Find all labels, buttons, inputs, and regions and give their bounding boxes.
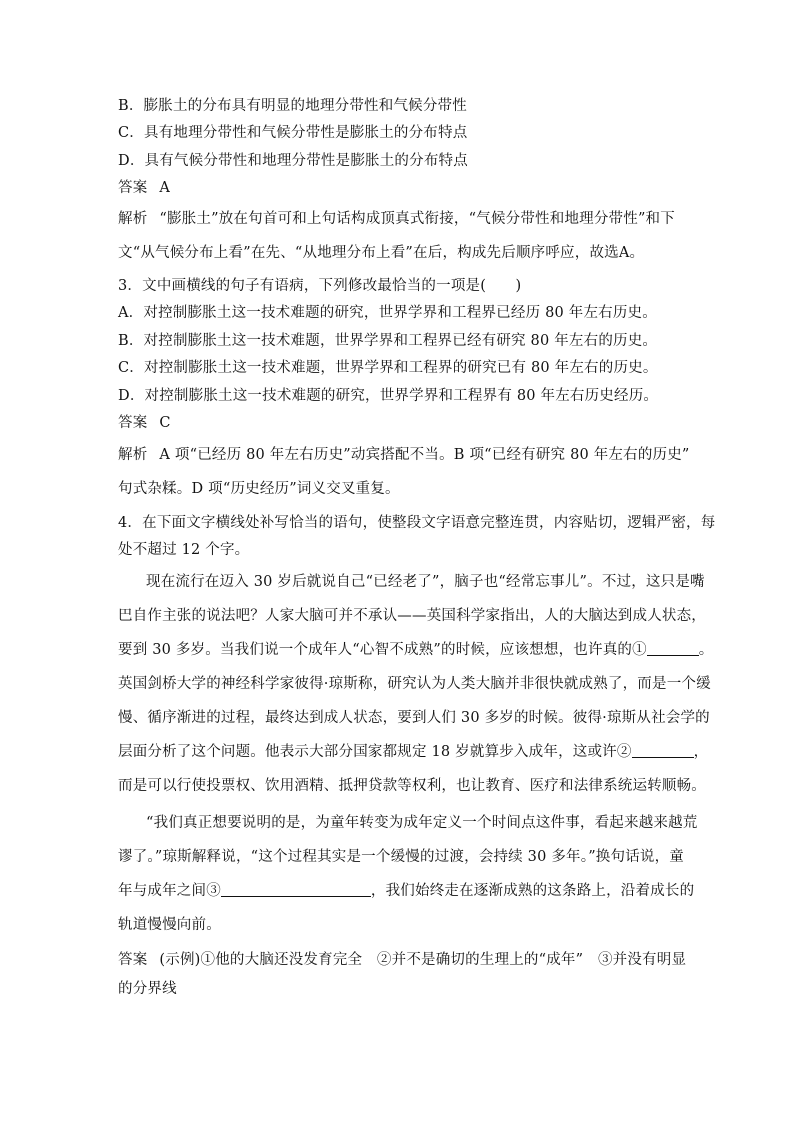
q4-stem-line-2: 处不超过 12 个字。: [118, 542, 250, 558]
passage-text: 。: [698, 642, 714, 658]
q4-stem-line-1: 4．在下面文字横线处补写恰当的语句，使整段文字语意完整连贯，内容贴切，逻辑严密，每: [118, 515, 716, 531]
q3-option-c: C．对控制膨胀土这一技术难题，世界学界和工程界的研究已有 80 年左右的历史。: [118, 360, 658, 376]
q4-answer-line-1: [118, 950, 687, 970]
passage-line: 谬了。”琼斯解释说，“这个过程其实是一个缓慢的过渡，会持续 30 多年。”换句话说，童: [118, 849, 685, 865]
analysis-text: A 项“已经历 80 年左右历史”动宾搭配不当。B 项“已经有研究 80 年左右的历史”: [159, 447, 690, 463]
q2-analysis-line-1: [118, 209, 678, 229]
passage-text: ，: [693, 744, 709, 760]
answer-blank-2: [632, 743, 694, 758]
q2-answer: [118, 178, 678, 198]
q2-analysis-line-2: 文“从气候分布上看”在先、“从地理分布上看”在后，构成先后顺序呼应，故选A。: [118, 245, 645, 261]
passage-line: 现在流行在迈入 30 岁后就说自己“已经老了”，脑子也“经常忘事儿”。不过，这只是嘴: [146, 574, 705, 590]
passage-text: 层面分析了这个问题。他表示大部分国家都规定 18 岁就算步入成年，这或许②: [118, 744, 632, 760]
q3-option-b: B．对控制膨胀土这一技术难题，世界学界和工程界已经有研究 80 年左右的历史。: [118, 333, 658, 349]
passage-line: [118, 881, 695, 901]
passage-text: 要到 30 多岁。当我们说一个成年人“心智不成熟”的时候，应该想想，也许真的①: [118, 642, 647, 658]
passage-line: 英国剑桥大学的神经科学家彼得·琼斯称，研究认为人类大脑并非很快就成熟了，而是一个缓: [118, 676, 711, 692]
passage-text: ，我们始终走在逐渐成熟的这条路上，沿着成长的: [370, 883, 695, 899]
q3-stem: 3．文中画横线的句子有语病，下列修改最恰当的一项是( ): [118, 278, 522, 294]
answer-label: 答案: [118, 415, 148, 431]
q2-option-d: D．具有气候分带性和地理分带性是膨胀土的分布特点: [118, 153, 468, 169]
q3-option-a: A．对控制膨胀土这一技术难题的研究，世界学界和工程界已经历 80 年左右历史。: [118, 305, 657, 321]
q2-option-b: B．膨胀土的分布具有明显的地理分带性和气候分带性: [118, 98, 467, 114]
passage-line: 而是可以行使投票权、饮用酒精、抵押贷款等权利，也让教育、医疗和法律系统运转顺畅。: [118, 778, 706, 794]
passage-line: [118, 640, 714, 660]
passage-line: “我们真正想要说明的是，为童年转变为成年定义一个时间点这件事，看起来越来越荒: [146, 815, 698, 831]
answer-label: 答案: [118, 952, 148, 968]
q4-answer-line-2: 的分界线: [118, 981, 177, 997]
answer-text: (示例)①他的大脑还没发育完全 ②并不是确切的生理上的“成年” ③并没有明显: [159, 952, 687, 968]
answer-label: 答案: [118, 180, 148, 196]
q3-analysis-line-2: 句式杂糅。D 项“历史经历”词义交叉重复。: [118, 481, 400, 497]
analysis-text: “膨胀土”放在句首可和上句话构成顶真式衔接，“气候分带性和地理分带性”和下: [159, 211, 675, 227]
analysis-label: 解析: [118, 447, 148, 463]
answer-value: C: [159, 415, 171, 431]
answer-blank-1: [647, 641, 699, 656]
answer-blank-3: [221, 882, 371, 897]
analysis-label: 解析: [118, 211, 148, 227]
q3-answer: [118, 413, 678, 433]
q2-option-c: C．具有地理分带性和气候分带性是膨胀土的分布特点: [118, 125, 468, 141]
passage-line: 慢、循序渐进的过程，最终达到成人状态，要到人们 30 多岁的时候。彼得·琼斯从社会学的: [118, 710, 710, 726]
passage-line: 轨道慢慢向前。: [118, 917, 221, 933]
passage-line: [118, 742, 709, 762]
passage-text: 年与成年之间③: [118, 883, 221, 899]
q3-option-d: D．对控制膨胀土这一技术难题的研究，世界学界和工程界有 80 年左右历史经历。: [118, 388, 659, 404]
passage-line: 巴自作主张的说法吧？人家大脑可并不承认——英国科学家指出，人的大脑达到成人状态，: [118, 608, 706, 624]
q3-analysis-line-1: [118, 445, 690, 465]
answer-value: A: [159, 180, 171, 196]
